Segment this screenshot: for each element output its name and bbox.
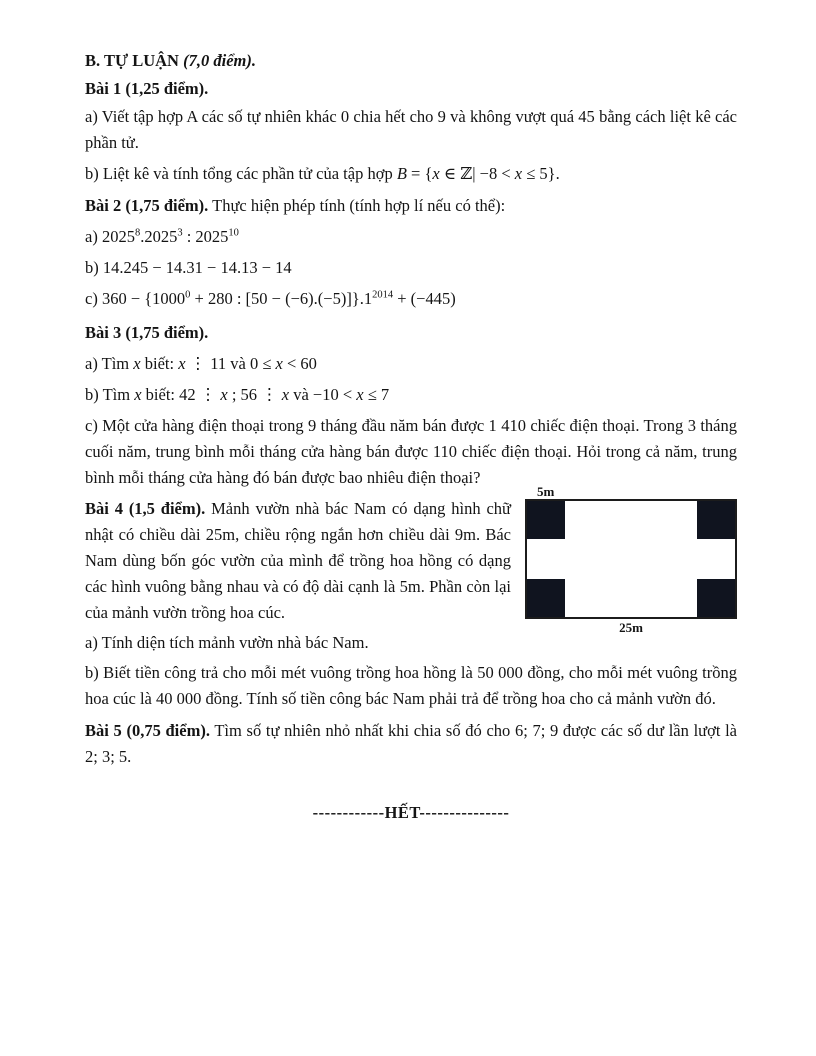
figure-label-5m: 5m [537,484,555,499]
bai2-title-line [85,193,737,219]
end-marker: ------------HẾT--------------- [312,803,510,822]
bai5-body: Tìm số tự nhiên nhỏ nhất khi chia số đó cho 6; 7; 9 được các số dư lần lượt là 2; 3; 5. [85,721,737,766]
exam-content [85,46,737,826]
garden-rectangle [525,499,737,619]
bai4-item-a: a) Tính diện tích mảnh vườn nhà bác Nam. [85,633,369,652]
bai3-item-b-math: b) Tìm x biết: 42 ⋮ x ; 56 ⋮ x và −10 < x ≤ 7 [85,385,390,404]
bai2-item-b: b) 14.245 − 14.31 − 14.13 − 14 [85,258,292,277]
rose-square-top-right [697,501,735,539]
bai1-item-b-text: b) Liệt kê và tính tổng các phần tử của tập hợp [85,164,397,183]
bai2-item-c-math: c) $360 - \{1000^0 + 280$ : $[50 - (-6).(-5)]\}.1^{2014} + (-445)$ [85,289,456,308]
garden-figure [525,484,737,636]
rose-square-bottom-left [527,579,565,617]
figure-label-25m: 25m [619,620,643,635]
bai1-title: Bài 1 (1,25 điểm). [85,79,209,98]
bai4-item-b: b) Biết tiền công trả cho mỗi mét vuông trồng hoa hồng là 50 000 đồng, cho mỗi mét vuông trồng hoa cúc là 40 000 đồng. Tính số tiền công bác Nam phải trả để trồng hoa cho cả mảnh vườn đó. [85,663,737,708]
bai3-item-b [85,382,737,408]
section-heading-label: B. TỰ LUẬN [85,51,184,70]
bai3-item-a-math: a) Tìm x biết: x ⋮ 11 và 0 ≤ x < 60 [85,354,317,373]
bai2-item-a-math: a) 2025$^8$.2025$^3$ : 2025$^{10}$ [85,227,239,246]
rose-square-bottom-right [697,579,735,617]
section-heading-points: (7,0 điểm). [183,51,256,70]
bai3-item-a [85,351,737,377]
bai3-item-c: c) Một cửa hàng điện thoại trong 9 tháng đầu năm bán được 1 410 chiếc điện thoại. Trong 3 tháng cuối năm, trung bình mỗi tháng cửa hàng bán được 110 chiếc điện thoại. Hỏi trong cả năm, trung bình mỗi tháng cửa hàng đó bán được bao nhiêu điện thoại? [85,416,737,487]
bai2-instruction: Thực hiện phép tính (tính hợp lí nếu có thể): [208,196,506,215]
bai1-item-a: a) Viết tập hợp A các số tự nhiên khác 0 chia hết cho 9 và không vượt quá 45 bằng cách liệt kê các phần tử. [85,107,737,152]
bai5-title: Bài 5 (0,75 điểm). [85,721,210,740]
bai3-title: Bài 3 (1,75 điểm). [85,323,209,342]
bai1-item-b-math: B = {x ∈ ℤ| −8 < x ≤ 5}. [396,164,560,183]
bai1-item-b [85,161,737,187]
bai2-title: Bài 2 (1,75 điểm). [85,196,209,215]
bai4-title: Bài 4 (1,5 điểm). [85,499,206,518]
rose-square-top-left [527,501,565,539]
bai4-section [85,484,737,656]
bai5-line [85,718,737,770]
bai4-body: Mảnh vườn nhà bác Nam có dạng hình chữ nhật có chiều dài 25m, chiều rộng ngắn hơn chiều dài 9m. Bác Nam dùng bốn góc vườn của mình để trồng hoa hồng có dạng các hình vuông bằng nhau và có độ dài cạnh là 5m. Phần còn lại của mảnh vườn trồng hoa cúc. [85,499,511,622]
bai2-item-a [85,224,737,250]
bai2-item-c [85,286,737,312]
section-heading [85,48,737,74]
